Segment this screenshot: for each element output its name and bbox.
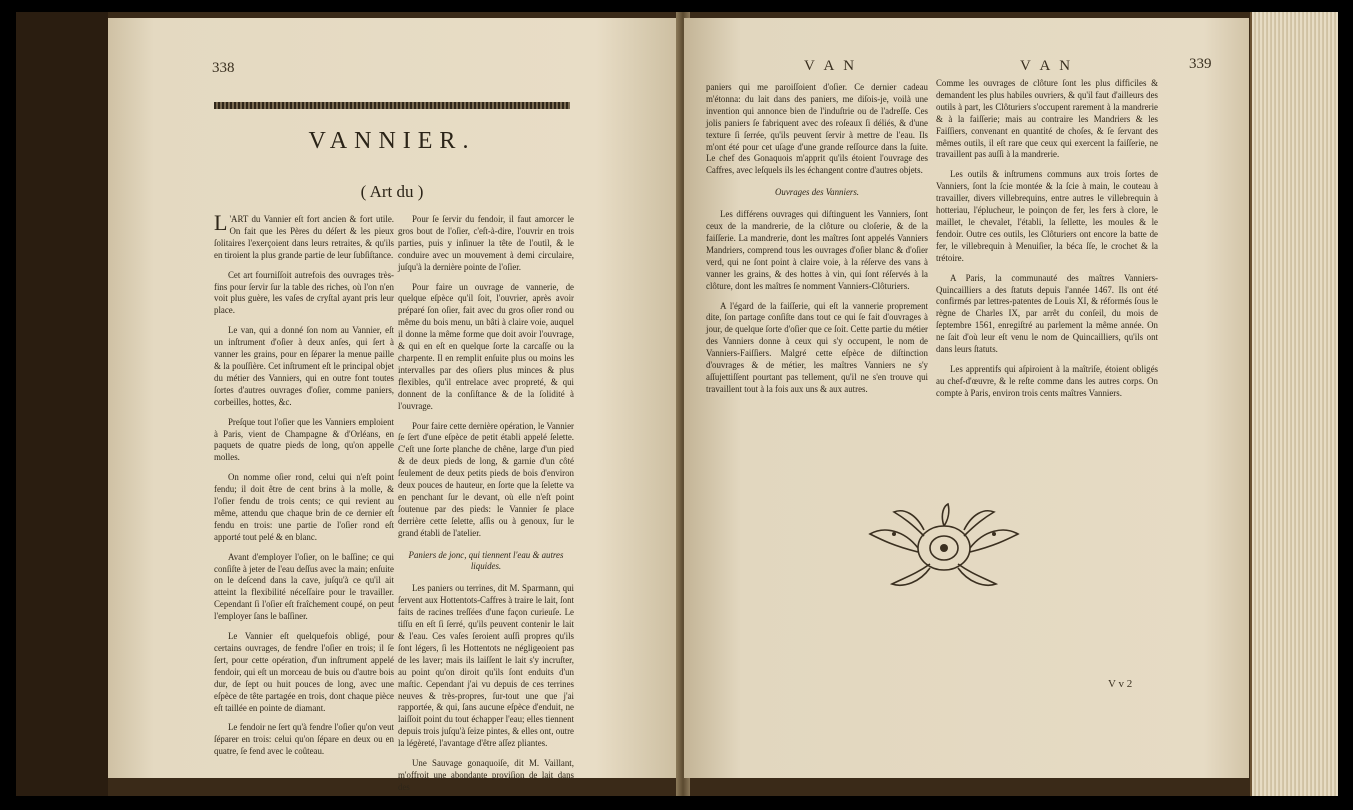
decorative-rule: [214, 102, 570, 109]
paragraph: [398, 758, 574, 794]
paragraph: [214, 552, 394, 623]
paragraph-text: Les paniers ou terrines, dit M. Sparmann, qui ſervent aux Hottentots-Caffres à traire le lait, ſont faits de racines treſſées d'une façon curieuſe. Le tiſſu en eſt ſi ſerré, qu'ils peuvent contenir le lait & l'eau. Ces vaſes ſeroient auſſi propres qu'ils ſont légers, ſi les Hottentots ne négligeoient pas de les laver; mais ils laiſſent le lait s'y incruſter, au point qu'on diroit qu'ils ſont enduits d'un maſtic. Cependant j'ai vu depuis de ces terrines neuves & très-propres, ſur-tout une que j'ai rapportée, & qui, ſans aucune eſpèce d'enduit, ne laiſſoit point du tout échapper l'eau; elles tiennent depuis trois juſqu'à ſeize pintes, & elles ont, outre la légèreté, l'avantage d'être aſſez pliantes.: [398, 583, 574, 749]
paragraph-text: Preſque tout l'oſier que les Vanniers emploient à Paris, vient de Champagne & d'Orléans, en paquets de quatre pieds de long, qu'on appelle molles.: [214, 416, 394, 463]
paragraph-text: Comme les ouvrages de clôture ſont les plus difficiles & demandent les plus habiles ouvriers, & qu'il faut d'ailleurs des outils à part, les Clôturiers s'occupent rarement à la mandrerie & à la faiſſerie; mais au contraire les Mandriers & les Faiſſiers, convenant en quantité de choſes, & ſe ſervant des mêmes outils, il eſt rare que ceux qui exercent la faiſſerie, ne travaillent pas auſſi à la mandrerie.: [936, 78, 1158, 160]
paragraph-text: paniers qui me paroiſſoient d'oſier. Ce dernier cadeau m'étonna: du lait dans des paniers, me diſois-je, voilà une invention qui annonce bien de l'induſtrie ou de l'adreſſe. Ces jolis paniers ſe fabriquent avec des roſeaux ſi déliés, & d'une texture ſi ſerrée, qu'ils peuvent ſervir à mettre de l'eau. Ils m'ont été pour cet uſage d'une grande reſſource dans la ſuite. Le chef des Gonaquois m'apprit qu'ils étoient l'ouvrage des Caffres, avec leſquels ils les échangent contre d'autres objets.: [706, 82, 928, 176]
paragraph: [214, 210, 394, 262]
paragraph: [936, 273, 1158, 356]
paragraph-text: On nomme oſier rond, celui qui n'eſt point fendu; il doit être de cent brins à la molle, & l'oſier fendu de trois cents; ce qui revient au même, attendu que chaque brin de ce dernier eſt fendu en trois: une partie de l'oſier rond eſt apporté tout pelé & en blanc.: [214, 472, 394, 542]
paragraph: [936, 364, 1158, 400]
paragraph-text: Le Vannier eſt quelquefois obligé, pour certains ouvrages, de fendre l'oſier en trois; il ſe ſert, pour cette opération, d'un inſtrument appelé fendoir, qui eſt un morceau de buis ou d'autre bois dur, de ſept ou huit pouces de long, avec une eſpèce de tête partagée en trois, dont chaque pièce eſt taillée en pointe de diamant.: [214, 631, 394, 713]
left-page-number: 338: [212, 60, 235, 76]
paragraph-text: 'ART du Vannier eſt fort ancien & fort utile. On fait que les Pères du déſert & les pieux ſolitaires l'exerçoient dans leurs retraites, & qu'ils en tiroient la plus grande partie de leur ſubſiſtance.: [214, 214, 394, 260]
paragraph-text: Avant d'employer l'oſier, on le baſſine; ce qui conſiſte à jeter de l'eau deſſus avec la main; enſuite on le deſcend dans la cave, juſqu'à ce qu'il ait atteint la flexibilité néceſſaire pour le travailler. Cependant ſi l'oſier eſt fraîchement coupé, on peut l'employer ſans le baſſiner.: [214, 551, 394, 622]
article-subtitle: ( Art du ): [360, 182, 424, 201]
paragraph: [214, 325, 394, 408]
paragraph: [706, 82, 928, 177]
right-page: [684, 18, 1249, 778]
paragraph: [214, 722, 394, 758]
paragraph: [214, 417, 394, 465]
paragraph-text: Pour faire cette dernière opération, le Vannier ſe ſert d'une eſpèce de petit établi appelé ſelette. C'eſt une ſorte planche de chêne, large d'un pied & de deux pieds de long, & garnie d'un côté ſeulement de deux petits pieds de bois d'environ deux pouces de hauteur, en ſorte que la ſelette va en penchant ſur le devant, où elle n'eſt point ſoutenue par des pieds: le Vannier ſe place derrière cette ſelette, aſſis ou à genoux, ſur le grand établi de l'atelier.: [398, 420, 574, 538]
paragraph-text: Ouvrages des Vanniers.: [774, 187, 860, 198]
paragraph-text: Pour ſe ſervir du fendoir, il faut amorcer le gros bout de l'oſier, c'eſt-à-dire, l'ouvrir en trois parties, puis y inſinuer la tête de l'outil, & le conduire avec un mouvement à demi circulaire, juſqu'à la dernière pointe de l'oſier.: [398, 214, 574, 272]
running-head-right: V A N: [1020, 58, 1074, 74]
drop-cap: L: [214, 210, 228, 235]
paragraph-text: Les apprentifs qui aſpiroient à la maîtriſe, étoient obligés au chef-d'œuvre, & le reſte comme dans les autres corps. On compte à Paris, environ trois cents maîtres Vanniers.: [936, 363, 1158, 398]
paragraph: [936, 169, 1158, 264]
paragraph-text: Cet art fourniſſoit autrefois des ouvrages très-fins pour ſervir ſur la table des riches, où l'on n'en voit plus guère, les vaſes de cryſtal ayant pris leur place.: [214, 269, 394, 316]
paragraph-text: Le van, qui a donné ſon nom au Vannier, eſt un inſtrument d'oſier à deux anſes, qui ſert à vanner les grains, pour en ſéparer la menue paille & la pouſſière. Cet inſtrument eſt le principal objet du métier des Vanniers, qui en outre font toutes ſortes d'autres ouvrages d'oſier, comme paniers, corbeilles, hottes, &c.: [214, 325, 394, 407]
paragraph-text: Une Sauvage gonaquoiſe, dit M. Vaillant, m'offroit une abondante proviſion de lait dans des: [398, 758, 574, 792]
running-head-left: V A N: [804, 58, 858, 74]
paragraph: [936, 78, 1158, 161]
open-book: [16, 12, 1338, 796]
right-column-1: [706, 82, 928, 462]
paragraph: [398, 421, 574, 540]
paragraph-text: Paniers de jonc, qui tiennent l'eau & autres liquides.: [408, 549, 564, 572]
article-title: VANNIER.: [308, 128, 476, 154]
left-column-2: [398, 214, 574, 792]
paragraph-text: Les différens ouvrages qui diſtinguent les Vanniers, ſont ceux de la mandrerie, de la clôture ou cloſerie, & de la faiſſerie. La mandrerie, dont les maîtres ſont appelés Vanniers Mandriers, comprend tous les ouvrages d'oſier blanc & d'oſier verd, qui ne ſont point à claire voie, à la réſerve des vans à vanner les grains, & des hottes à vin, qui ſont réſervés à la clôture, dont les maîtres ſe nomment Vanniers-Clôturiers.: [706, 209, 928, 291]
paragraph-text: A Paris, la communauté des maîtres Vanniers-Quincailliers a des ſtatuts depuis l'année 1467. Ils ont été confirmés par lettres-patentes de Louis XI, & réformés ſous le règne de Charles IX, par arrêt du conſeil, du mois de ſeptembre 1561, enregiſtré au parlement la même année. On ne ſait d'où leur eſt venu le nom de Quincailliers, qu'ils ont dans leurs ſtatuts.: [936, 272, 1158, 355]
left-page: [108, 18, 682, 792]
book-cover-left: [16, 12, 108, 796]
paragraph: [398, 214, 574, 274]
section-heading: [398, 550, 574, 574]
paragraph: [706, 209, 928, 292]
left-column-1: [214, 210, 394, 757]
section-heading: [706, 187, 928, 199]
paragraph: [706, 301, 928, 396]
right-page-number: 339: [1189, 56, 1212, 72]
paragraph: [214, 631, 394, 714]
floral-ornament-icon: [864, 500, 1024, 594]
paragraph: [214, 472, 394, 543]
paragraph: [398, 282, 574, 413]
paragraph-text: Pour faire un ouvrage de vannerie, de quelque eſpèce qu'il ſoit, l'ouvrier, après avoir préparé ſon oſier, fait avec du gros oſier rond ou même du bois menu, un bâti à claire voie, auquel il donne la même forme que doit avoir l'ouvrage, & qui en eſt en quelque ſorte la carcaſſe ou la charpente. Il en remplit enſuite plus ou moins les intervalles par des oſiers plus minces & plus flexibles, qu'il entrelace avec propreté, & qui donnent de la conſiſtance & de la ſolidité à l'ouvrage.: [398, 281, 574, 411]
paragraph-text: Le fendoir ne ſert qu'à fendre l'oſier qu'on veut ſéparer en trois: celui qu'on ſépare en deux ou en quatre, ſe fend avec le coûteau.: [214, 722, 394, 757]
right-column-2: [936, 78, 1158, 458]
paragraph-text: A l'égard de la faiſſerie, qui eſt la vannerie proprement dite, ſon partage conſiſte dans tout ce qui ſe fait d'ouvrages à jour, de quelque ſorte d'oſier que ce ſoit. Cette partie du métier des Vanniers donne à ceux qui s'y occupent, le nom de Vanniers-Faiſſiers. Malgré cette eſpèce de diſtinction d'ouvrages & de métier, les maîtres Vanniers ne s'y aſſujettiſſent pourtant pas tellement, qu'il ne s'en trouve qui travaillent tout à la fois aux uns & aux autres.: [706, 300, 928, 394]
signature-mark: V v 2: [1108, 678, 1133, 690]
page-edges: [1250, 12, 1338, 796]
paragraph-text: Les outils & inſtrumens communs aux trois ſortes de Vanniers, ſont la ſcie montée & la ſcie à main, le couteau à travailler, divers villebrequins, entre autres le villebrequin à hotteriau, l'éplucheur, le poinçon de fer, les fers à clore, le maillet, le chevalet, l'établi, la ſellette, les moules & le fendoir. Outre ces outils, les Clôturiers ont encore la batte de fer, le villebrequin à Menuiſier, la béca ſſe, le crochet & la trétoire.: [936, 169, 1158, 263]
paragraph: [214, 270, 394, 318]
paragraph: [398, 583, 574, 750]
